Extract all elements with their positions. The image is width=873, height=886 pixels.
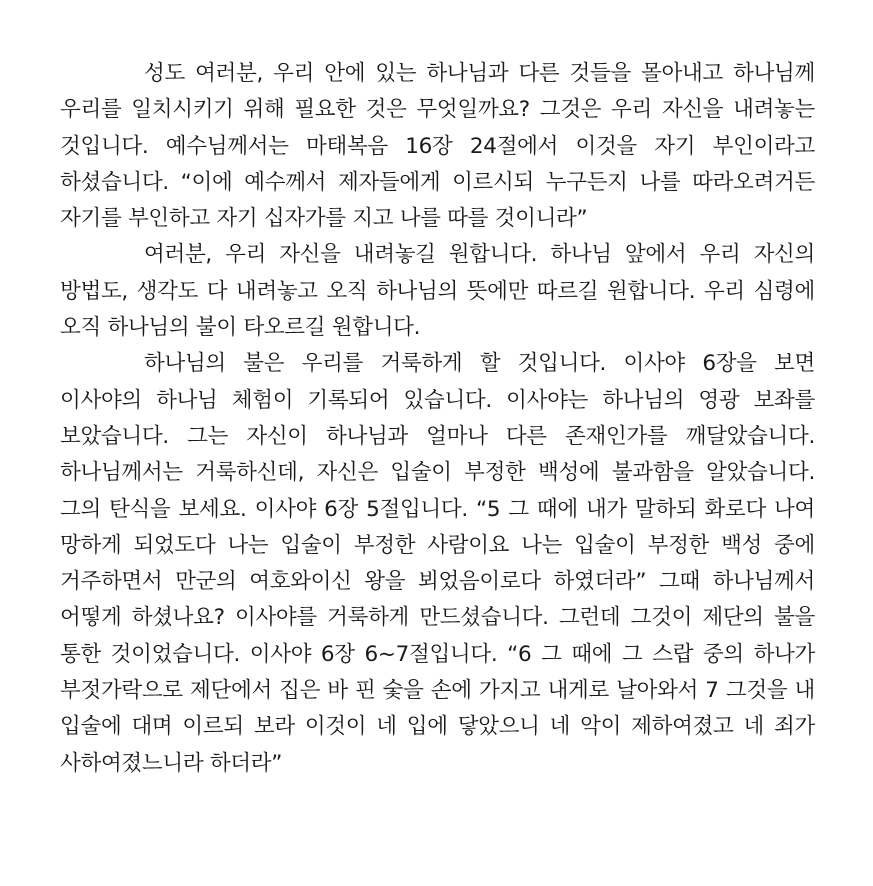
paragraph-2: 여러분, 우리 자신을 내려놓길 원합니다. 하나님 앞에서 우리 자신의 방법도, 생각도 다 내려놓고 오직 하나님의 뜻에만 따르길 원합니다. 우리 심령에 오직 하나님의 불이 타오르길 원합니다. <box>60 242 815 341</box>
document-body <box>60 56 815 782</box>
paragraph-1: 성도 여러분, 우리 안에 있는 하나님과 다른 것들을 몰아내고 하나님께 우리를 일치시키기 위해 필요한 것은 무엇일까요? 그것은 우리 자신을 내려놓는 것입니다. 예수님께서는 마태복음 16장 24절에서 이것을 자기 부인이라고 하셨습니다. “이에 예수께서 제자들에게 이르시되 누구든지 나를 따라오려거든 자기를 부인하고 자기 십자가를 지고 나를 따를 것이니라” <box>60 61 815 232</box>
paragraph-3: 하나님의 불은 우리를 거룩하게 할 것입니다. 이사야 6장을 보면 이사야의 하나님 체험이 기록되어 있습니다. 이사야는 하나님의 영광 보좌를 보았습니다. 그는 자신이 하나님과 얼마나 다른 존재인가를 깨달았습니다. 하나님께서는 거룩하신데, 자신은 입술이 부정한 백성에 불과함을 알았습니다. 그의 탄식을 보세요. 이사야 6장 5절입니다. “5 그 때에 내가 말하되 화로다 나여 망하게 되었도다 나는 입술이 부정한 사람이요 나는 입술이 부정한 백성 중에 거주하면서 만군의 여호와이신 왕을 뵈었음이로다 하였더라” 그때 하나님께서 어떻게 하셨나요? 이사야를 거룩하게 만드셨습니다. 그런데 그것이 제단의 불을 통한 것이었습니다. 이사야 6장 6~7절입니다. “6 그 때에 그 스랍 중의 하나가 부젓가락으로 제단에서 집은 바 핀 숯을 손에 가지고 내게로 날아와서 7 그것을 내 입술에 대며 이르되 보라 이것이 네 입에 닿았으니 네 악이 제하여졌고 네 죄가 사하여졌느니라 하더라” <box>60 351 815 776</box>
